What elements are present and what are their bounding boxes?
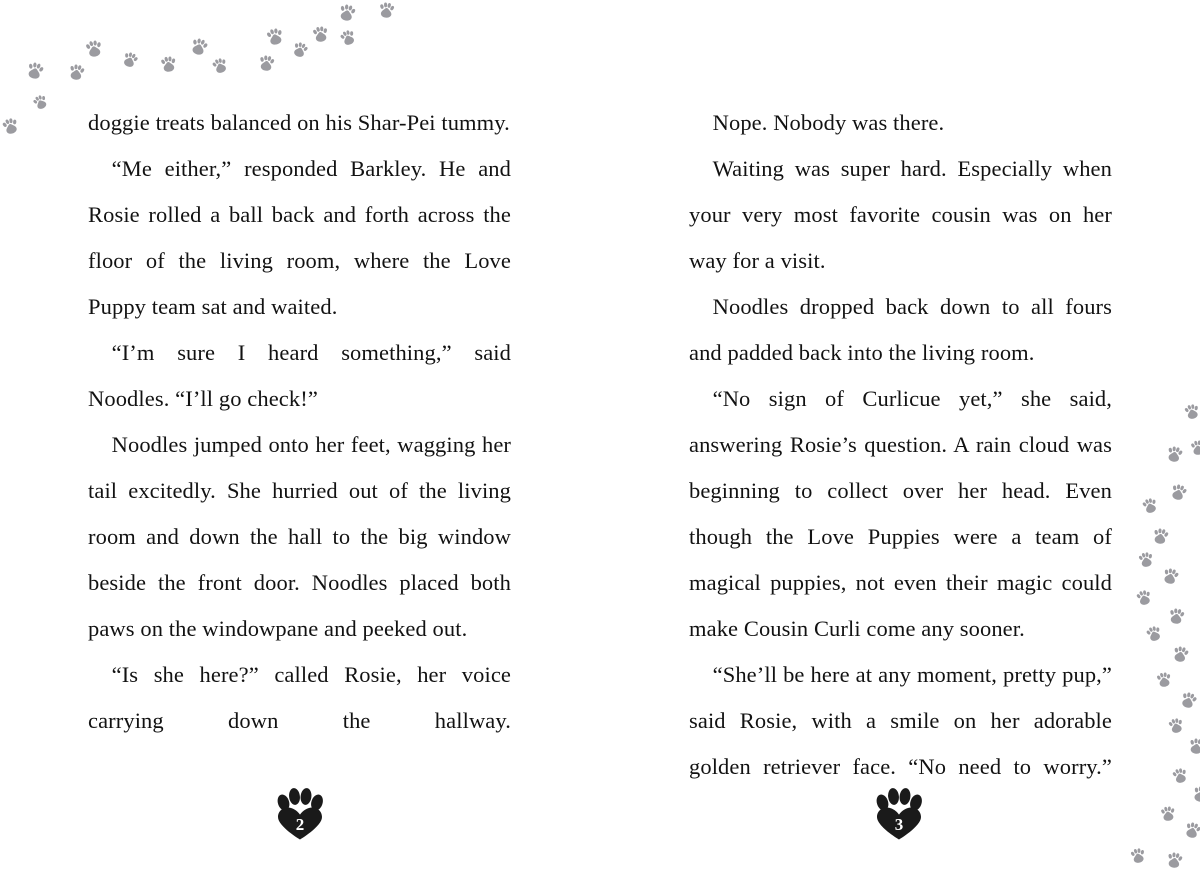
- left-page-text-column: [88, 100, 511, 836]
- paw-print-icon: [159, 55, 178, 74]
- paw-print-icon: [1165, 851, 1185, 871]
- body-paragraph: “I’m sure I heard something,” said Noodles. “I’ll go check!”: [88, 340, 511, 411]
- page-number-right: 3: [894, 814, 904, 834]
- paw-print-icon: [188, 36, 210, 58]
- body-paragraph: “She’ll be here at any moment, pretty pup,” said Rosie, with a smile on her adorable golden retriever face. “No need to worry.”: [689, 662, 1112, 779]
- page-number-badge-left: [272, 786, 328, 844]
- body-paragraph: Waiting was super hard. Especially when your very most favorite cousin was on her way for a visit.: [689, 156, 1112, 273]
- body-paragraph: Noodles dropped back down to all fours and padded back into the living room.: [689, 294, 1112, 365]
- paw-print-icon: [264, 26, 286, 48]
- body-paragraph: “Is she here?” called Rosie, her voice carrying down the hallway.: [88, 662, 511, 733]
- paw-print-icon: [24, 60, 46, 82]
- right-page-text-column: [689, 100, 1112, 836]
- body-paragraph: doggie treats balanced on his Shar-Pei tummy.: [88, 110, 510, 135]
- paw-print-icon: [120, 50, 141, 71]
- paw-print-icon: [210, 56, 231, 77]
- paw-print-icon: [336, 2, 357, 23]
- paw-print-icon: [290, 40, 310, 60]
- body-paragraph: Nope. Nobody was there.: [712, 110, 945, 135]
- paw-print-icon: [83, 38, 104, 59]
- paw-print-icon: [311, 25, 331, 45]
- page-number-badge-right: [871, 786, 927, 844]
- paw-print-icon: [257, 54, 276, 73]
- body-paragraph: “No sign of Curlicue yet,” she said, answering Rosie’s question. A rain cloud was beginning to collect over her head. Even though the Love Puppies were a team of magical puppies, not even their magic could make Cousin Curli come any sooner.: [689, 386, 1112, 641]
- page-number-left: 2: [295, 814, 305, 834]
- text-columns: [0, 100, 1200, 836]
- paw-print-icon: [1129, 847, 1148, 866]
- paw-print-icon: [377, 1, 396, 20]
- body-paragraph: Noodles jumped onto her feet, wagging her tail excitedly. She hurried out of the living room and down the hall to the big window beside the front door. Noodles placed both paws on the windowpane and peeked out.: [88, 432, 511, 641]
- paw-print-icon: [338, 28, 359, 49]
- body-paragraph: “Me either,” responded Barkley. He and Rosie rolled a ball back and forth across the floor of the living room, where the Love Puppy team sat and waited.: [88, 156, 511, 319]
- paw-print-icon: [67, 63, 87, 83]
